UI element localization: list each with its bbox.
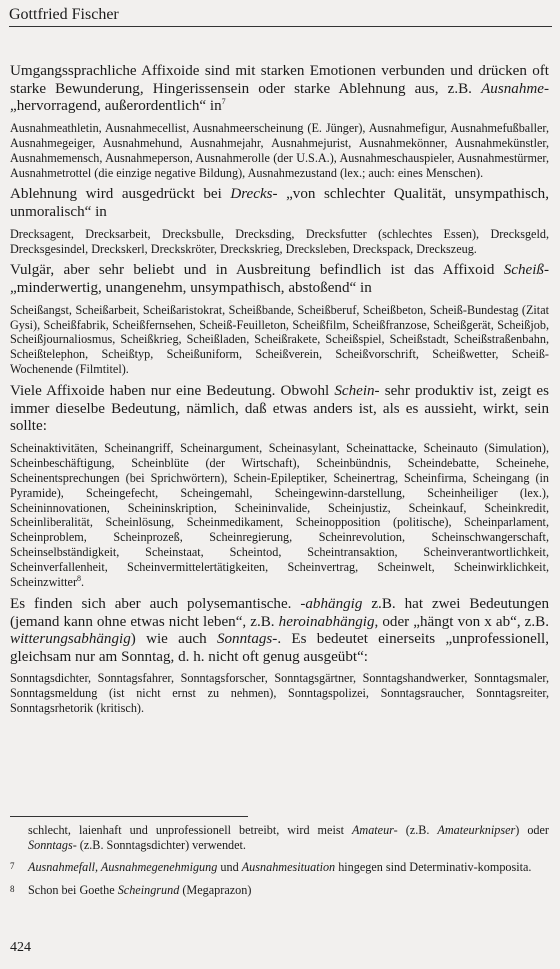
term: Sonntags- [28, 838, 77, 853]
text: sehr produktiv ist, zeigt es immer dieselbe Bedeutung, nämlich, daß etwas anders ist, als es aussieht, wirkt, sein sollte: [10, 383, 549, 435]
paragraph-drecks-examples: Drecksagent, Drecksarbeit, Drecksbulle, Drecksding, Drecksfutter (schlechtes Essen), Drecksgeld, Drecksgesindel, Dreckskerl, Dreckskröter, Dreckskrieg, Drecksleben, Dreckspack, Dreckszeug. [10, 226, 549, 256]
text: Ablehnung wird ausgedrückt bei [10, 186, 231, 203]
footnote-divider [10, 816, 248, 817]
affixoid-term: Scheiß- [503, 262, 549, 279]
footnote-text [28, 883, 549, 898]
term: Amateurknipser [437, 823, 516, 837]
paragraph-drecks-lead [10, 186, 549, 221]
example-term: heroinabhängig [278, 613, 375, 630]
paragraph-scheiss-examples: Scheißangst, Scheißarbeit, Scheißaristokrat, Scheißbande, Scheißberuf, Scheißbeton, Scheiß-Bundestag (Zitat Gysi), Scheißfabrik, Scheißfernsehen, Scheiß-Feuilleton, Scheißfilm, Scheißfranzose, Scheißgerät, Scheißjob, Scheißjournaliosmus, Scheißkrieg, Scheißladen, Scheißrakete, Scheißspiel, Scheißstadt, Scheißstraßenbahn, Scheißtelephon, Scheißtyp, Scheißuniform, Scheißverein, Scheißvorschrift, Scheißwetter, Scheiß-Wochenende (Filmtitel). [10, 302, 549, 377]
text: hingegen sind Determinativ-komposita. [335, 860, 532, 875]
text: z.B. hat zwei Bedeutungen (jemand kann ohne etwas nicht leben“, z.B. [10, 595, 550, 630]
text: ) oder [515, 823, 549, 837]
affixoid-term: Sonntags- [216, 631, 278, 648]
term: Scheingrund [117, 882, 180, 897]
text: Es finden sich aber auch polysemantische. [10, 595, 301, 612]
text: , oder „hängt von x ab“, z.B. [374, 613, 549, 630]
page-number: 424 [10, 940, 31, 955]
text: „von schlechter Qualität, unsympathisch, unmoralisch“ in [10, 186, 549, 220]
affixoid-term: Drecks- [230, 186, 278, 203]
term: Ausnahmefall, Ausnahmegenehmigung [28, 860, 218, 875]
paragraph-scheiss-lead [10, 262, 549, 297]
text: (Megaprazon) [179, 882, 252, 897]
example-term: witterungsabhängig [10, 631, 131, 648]
footnote-7 [10, 860, 549, 875]
affixoid-term: -abhängig [300, 595, 363, 612]
text: schlecht, laienhaft und unprofessionell betreibt, wird meist [28, 823, 352, 837]
footnote-text [28, 860, 549, 875]
text: Umgangssprachliche Affixoide sind mit starken Emotionen verbunden und drücken oft starke Bewunderung, Hingerissensein oder starke Ablehnung aus, z.B. [10, 63, 549, 97]
text: und [217, 860, 242, 875]
text: „minderwertig, unangenehm, unsympathisch, abstoßend“ in [10, 280, 372, 296]
author-name: Gottfried Fischer [9, 6, 119, 23]
text: . [81, 575, 85, 590]
footnote-8 [10, 883, 549, 898]
footnotes [10, 823, 549, 905]
term: Ausnahmesituation [241, 860, 336, 875]
running-header [9, 4, 552, 27]
paragraph-sonntags-lead [10, 596, 549, 666]
affixoid-term: Ausnahme- [481, 80, 549, 97]
footnote-ref-7: 7 [221, 97, 226, 107]
paragraph-sonntags-examples: Sonntagsdichter, Sonntagsfahrer, Sonntagsforscher, Sonntagsgärtner, Sonntagshandwerker, Sonntagsmaler, Sonntagsmeldung (ist nicht ernst zu nehmen), Sonntagspolizei, Sonntagsraucher, Sonntagsreiter, Sonntagsrhetorik (kritisch). [10, 671, 549, 716]
footnote-number: 8 [10, 883, 15, 894]
text: Viele Affixoide haben nur eine Bedeutung. Obwohl [10, 383, 335, 400]
text: . Es bedeutet einerseits „unprofessionell, gleichsam nur am Sonntag, d. h. nicht oft genug ausgeübt“: [10, 631, 550, 665]
text: „hervorragend, außerordentlich“ in [10, 98, 222, 115]
affixoid-term: Schein- [334, 383, 380, 400]
paragraph-ausnahme-lead [10, 63, 549, 116]
term: Amateur- [351, 823, 398, 837]
paragraph-schein-examples [10, 441, 549, 590]
text: Scheinaktivitäten, Scheinangriff, Scheinargument, Scheinasylant, Scheinattacke, Scheinauto (Simulation), Scheinbeschäftigung, Scheinblüte (der Wirtschaft), Scheinbündnis, Scheindebatte, Scheinehe, Scheinentsprechungen (bei Sprichwörtern), Schein-Epileptiker, Scheinertrag, Scheinfirma, Scheingang (in Pyramide), Scheingefecht, Scheingemahl, Scheingewinn-darstellung, Scheinheiliger (lex.), Scheininnovationen, Scheininskription, Scheininvalide, Scheinjustiz, Scheinkauf, Scheinkredit, Scheinliberalität, Scheinlösung, Scheinmedikament, Scheinopposition (politische), Scheinparlament, Scheinproblem, Scheinprozeß, Scheinregierung, Scheinrevolution, Scheinschwangerschaft, Scheinselbständigkeit, Scheinstaat, Scheintod, Scheintransaktion, Scheinverantwortlichkeit, Scheinverfallenheit, Scheinvermittelertätigkeiten, Scheinvertrag, Scheinwelt, Scheinwirklichkeit, Scheinzwitter [10, 440, 549, 590]
paragraph-ausnahme-examples: Ausnahmeathletin, Ausnahmecellist, Ausnahmeerscheinung (E. Jünger), Ausnahmefigur, Ausnahmefußballer, Ausnahmegeiger, Ausnahmehund, Ausnahmejahr, Ausnahmejurist, Ausnahmekönner, Ausnahmekünstler, Ausnahmemensch, Ausnahmeperson, Ausnahmerolle (der U.S.A.), Ausnahmeschauspieler, Ausnahmestürmer, Ausnahmetrottel (die einzige negative Bildung), Ausnahmezustand (lex.; auch: eines Menschen). [10, 120, 549, 180]
paragraph-schein-lead [10, 383, 549, 436]
main-text [10, 63, 549, 716]
footnote-number: 7 [10, 861, 15, 872]
text: Schon bei Goethe [28, 882, 118, 897]
footnote-continuation [10, 823, 549, 853]
text: ) wie auch [130, 631, 217, 648]
text: (z.B. Sonntagsdichter) verwendet. [76, 838, 246, 853]
text: Vulgär, aber sehr beliebt und in Ausbreitung befindlich ist das Affixoid [10, 262, 504, 279]
footnote-ref-8: 8 [77, 574, 82, 583]
text: (z.B. [397, 823, 438, 837]
